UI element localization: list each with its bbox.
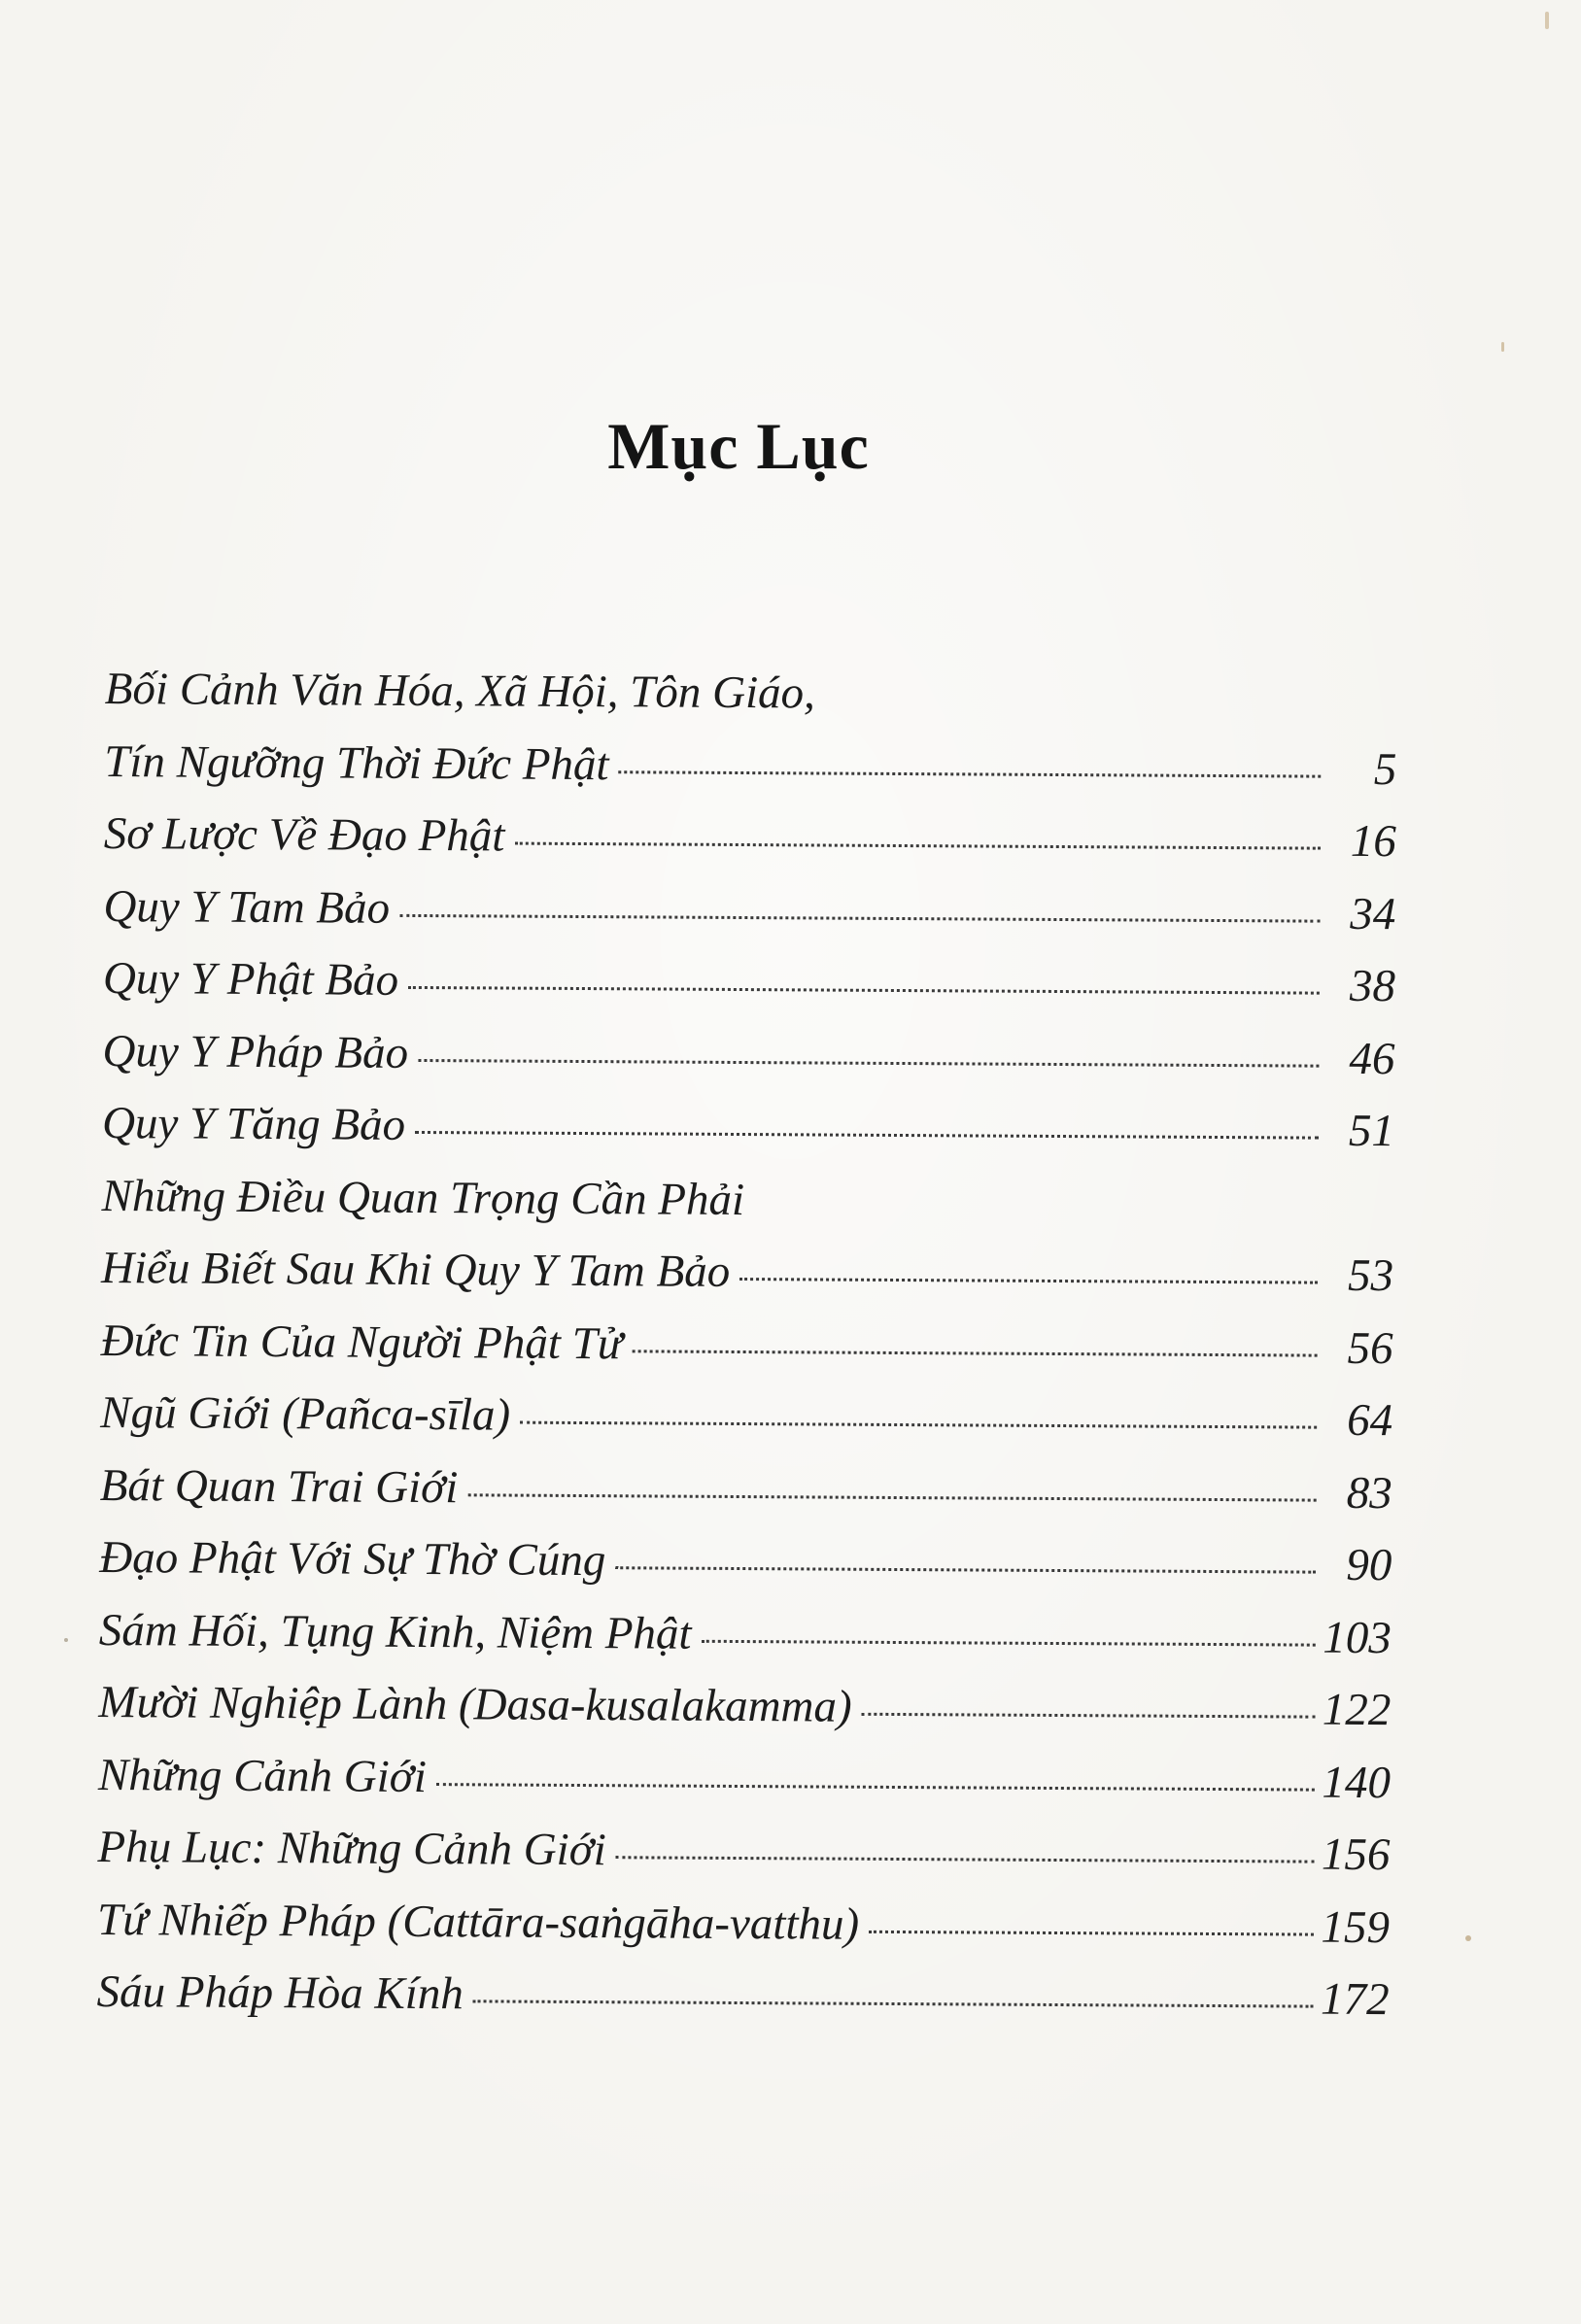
toc-entry-line [100, 1377, 1392, 1457]
toc-entry-line [100, 1449, 1392, 1529]
toc-entry-title: Ngũ Giới (Pañca-sīla) [100, 1386, 511, 1441]
toc-page-number: 90 [1346, 1539, 1392, 1591]
toc-page-number: 172 [1320, 1973, 1390, 2026]
paper-speck [64, 1638, 68, 1642]
toc-entry[interactable] [104, 798, 1396, 878]
toc-page-number: 46 [1349, 1033, 1395, 1084]
paper-speck [1465, 1935, 1471, 1941]
toc-entry-line [101, 1232, 1393, 1313]
toc-entry-line [103, 942, 1395, 1023]
toc-entry-title: Quy Y Tăng Bảo [101, 1097, 406, 1150]
toc-page-number: 56 [1347, 1322, 1393, 1374]
toc-page-number: 103 [1323, 1612, 1392, 1663]
dot-leader [473, 1999, 1313, 2007]
toc-entry[interactable] [97, 1811, 1390, 1892]
dot-leader [399, 913, 1320, 922]
toc-entry-line [96, 1956, 1389, 2036]
paper-speck [1545, 12, 1549, 29]
toc-entry-title-line1: Bối Cảnh Văn Hóa, Xã Hội, Tôn Giáo, [104, 663, 816, 719]
toc-entry-line [104, 798, 1396, 878]
page-title: Mục Lục [607, 409, 870, 483]
dot-leader [467, 1493, 1317, 1501]
toc-entry-line [97, 1883, 1390, 1964]
toc-entry[interactable] [103, 942, 1395, 1023]
toc-page-number: 51 [1348, 1105, 1395, 1157]
toc-entry[interactable] [96, 1956, 1389, 2036]
toc-entry[interactable] [103, 870, 1395, 950]
toc-page-number: 159 [1321, 1901, 1391, 1953]
dot-leader [408, 986, 1320, 995]
dot-leader [520, 1421, 1317, 1429]
table-of-contents [96, 653, 1397, 2036]
toc-entry[interactable] [99, 1593, 1392, 1674]
dot-leader [436, 1783, 1315, 1792]
toc-entry-title-line1: Những Điều Quan Trọng Cần Phải [101, 1170, 745, 1225]
toc-entry-line [102, 1014, 1394, 1095]
toc-entry-title: Phụ Lục: Những Cảnh Giới [97, 1821, 606, 1876]
dot-leader [616, 1856, 1314, 1863]
toc-entry[interactable] [100, 1449, 1392, 1529]
toc-page-number: 64 [1347, 1394, 1393, 1447]
toc-page-number: 5 [1373, 743, 1397, 795]
toc-entry-line [98, 1666, 1391, 1747]
toc-entry-title: Quy Y Tam Bảo [103, 880, 391, 934]
toc-entry-title: Sáu Pháp Hòa Kính [96, 1965, 464, 2020]
toc-entry-line [97, 1811, 1390, 1892]
toc-entry-line [103, 870, 1395, 950]
toc-entry-line [104, 725, 1396, 805]
toc-page-number: 53 [1347, 1249, 1394, 1302]
toc-entry-title: Quy Y Phật Bảo [102, 952, 399, 1006]
toc-page-number: 34 [1350, 888, 1396, 940]
toc-entry-title: Đức Tin Của Người Phật Tử [100, 1315, 623, 1369]
toc-entry-line [99, 1521, 1392, 1602]
toc-entry-line [100, 1304, 1392, 1384]
dot-leader [415, 1131, 1319, 1140]
toc-entry-title: Đạo Phật Với Sự Thờ Cúng [99, 1531, 606, 1587]
toc-entry-title: Quy Y Pháp Bảo [102, 1025, 409, 1078]
dot-leader [619, 770, 1322, 777]
paper-speck [1501, 342, 1504, 352]
toc-entry-line [99, 1593, 1392, 1674]
toc-entry[interactable] [102, 1014, 1394, 1095]
toc-entry[interactable] [98, 1666, 1391, 1747]
dot-leader [418, 1058, 1319, 1067]
toc-entry-line [98, 1738, 1391, 1819]
toc-entry[interactable] [104, 653, 1397, 805]
dot-leader [615, 1566, 1316, 1573]
toc-entry[interactable] [100, 1377, 1392, 1457]
toc-entry-title: Bát Quan Trai Giới [99, 1459, 459, 1513]
dot-leader [632, 1350, 1317, 1356]
dot-leader [739, 1278, 1318, 1284]
toc-entry-title: Những Cảnh Giới [97, 1749, 428, 1802]
toc-entry[interactable] [100, 1304, 1392, 1384]
dot-leader [862, 1713, 1315, 1719]
toc-entry-title: Tứ Nhiếp Pháp (Cattāra-saṅgāha-vatthu) [96, 1894, 860, 1950]
dot-leader [702, 1639, 1316, 1646]
toc-page-number: 16 [1350, 815, 1396, 868]
toc-entry-title: Mười Nghiệp Lành (Dasa-kusalakamma) [98, 1676, 852, 1732]
toc-entry[interactable] [102, 1087, 1394, 1168]
toc-entry-line [102, 1087, 1394, 1168]
toc-entry-first-line [101, 1159, 1393, 1240]
toc-page-number: 140 [1322, 1757, 1392, 1808]
dot-leader [514, 842, 1320, 850]
toc-page-number: 156 [1321, 1828, 1391, 1881]
toc-entry-title: Sám Hối, Tụng Kinh, Niệm Phật [98, 1604, 692, 1659]
toc-entry[interactable] [99, 1521, 1392, 1602]
toc-entry[interactable] [101, 1159, 1394, 1312]
toc-page-number: 38 [1349, 960, 1396, 1012]
toc-page-number: 122 [1322, 1684, 1392, 1736]
toc-entry-first-line [105, 653, 1397, 734]
toc-entry[interactable] [97, 1883, 1390, 1964]
dot-leader [869, 1930, 1313, 1935]
toc-entry-title: Tín Ngưỡng Thời Đức Phật [104, 735, 609, 790]
toc-entry[interactable] [98, 1738, 1391, 1819]
toc-entry-title: Sơ Lược Về Đạo Phật [103, 807, 505, 862]
toc-entry-title: Hiểu Biết Sau Khi Quy Y Tam Bảo [100, 1242, 731, 1297]
toc-page-number: 83 [1346, 1467, 1392, 1519]
